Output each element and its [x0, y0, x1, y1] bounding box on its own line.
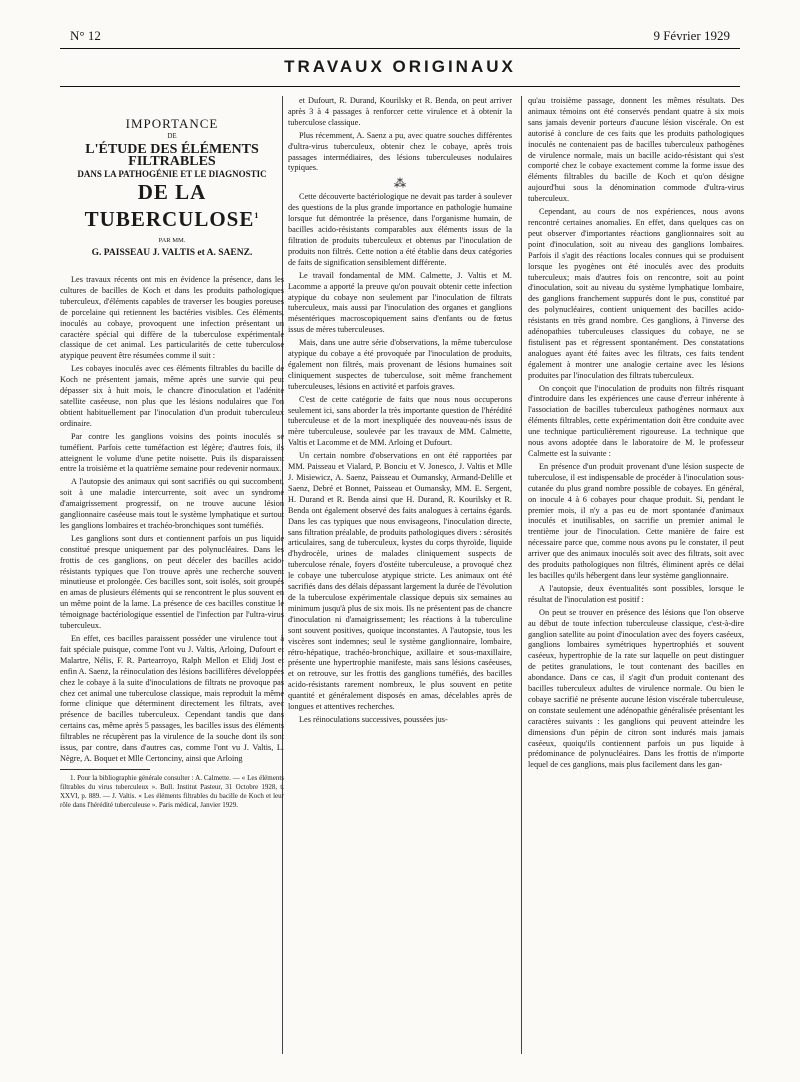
paragraph: Plus récemment, A. Saenz a pu, avec quatre souches différentes d'ultra-virus tuberculeux, obtenir chez le cobaye, après trois passages intermédiaires, des lésions tuberculeuses nodulaires typiques. [288, 130, 512, 173]
footnote-rule [60, 769, 150, 770]
paragraph: Par contre les ganglions voisins des points inoculés se tuméfient. Parfois cette tuméfaction est légère; d'autres fois, ils atteignent le volume d'une petite noisette. Puis ils disparaissent entre la troisième et la quatrième semaine pour redevenir normaux. [60, 431, 284, 474]
issue-number: N° 12 [70, 28, 101, 43]
column-2 [288, 96, 512, 726]
article-title-block [60, 118, 284, 259]
footnote: 1. Pour la bibliographie générale consulter : A. Calmette. — « Les éléments filtrables du virus tuberculeux ». Bull. Institut Pasteur, 31 Octobre 1928, t. XXVI, p. 889. — J. Valtis. « Les éléments filtrables du bacille de Koch et leur rôle dans l'hérédité tuberculeuse ». Paris médical, Janvier 1929. [60, 773, 284, 809]
article-title-line: DANS LA PATHOGÉNIE ET LE DIAGNOSTIC [77, 169, 267, 179]
article-title-line: L'ÉTUDE DES ÉLÉMENTS FILTRABLES [85, 142, 259, 169]
section-title: TRAVAUX ORIGINAUX [284, 57, 516, 76]
paragraph: Un certain nombre d'observations en ont été rapportées par MM. Paisseau et Vialard, P. Bonciu et V. Jonesco, J. Valtis et Mlle J. Misiewicz, A. Saenz, Paisseau et Oumansky, Armand-Delille et Saenz, Debré et Bonnet, Paisseau et Oumansky, MM. E. Sergent, H. Durand et R. Benda ainsi que H. Durand, R. Kourilsky et R. Benda ont également observé des faits analogues à certains égards. Dans les cas typiques que nous envisageons, l'inoculation directe, sans filtration préalable, de produits pathologiques divers : sérosités articulaires, sang de tuberculeux, kystes du corps thyroïde, liquide d'hydrocèle, urines de malades cliniquement suspects de tuberculose rénale, foyers d'ostéite tuberculeuse, a provoqué chez le cobaye une tuberculose atypique stricte. Les animaux ont été sacrifiés dans des délais dépassant largement la durée de l'évolution de la tuberculose expérimentale classique depuis six semaines au minimum jusqu'à plus de six mois. Ils ne présentent pas de chancre d'inoculation ni d'amaigrissement; les réactions à la tuberculine sont souvent positives, quoique inconstantes. A l'autopsie, tous les viscères sont indemnes; seul le système ganglionnaire, lombaire, rétro-hépatique, trachéo-bronchique, axillaire et sous-maxillaire, présente une hypertrophie manifeste, mais sans lésions caséeuses, et on retrouve, sur les frottis des ganglions tuméfiés, des bacilles acido-résistants rarement nombreux, le plus souvent en petite quantité et généralement disposés en amas, décelables après de longues et attentives recherches. [288, 451, 512, 712]
paragraph: qu'au troisième passage, donnent les mêmes résultats. Des animaux témoins ont été conservés pendant quatre à six mois sans jamais devenir porteurs d'aucune lésion viscérale. On est autorisé à conclure de ces faits que les produits pathologiques inoculés ne contenaient pas de bacilles tuberculeux pathogènes de virulence normale, mais un bacille acido-résistant qui s'est comporté chez le cobaye exactement comme la forme issue des éléments filtrables du bacille de Koch et qu'on désigne aujourd'hui sous la dénomination commode d'ultra-virus tuberculeux. [528, 96, 744, 204]
article-title-line: IMPORTANCE [125, 116, 219, 131]
authors: G. PAISSEAU J. VALTIS et A. SAENZ. [91, 248, 253, 258]
article-title-text: DE LA TUBERCULOSE [84, 180, 255, 231]
top-rule [60, 48, 740, 49]
paragraph: On peut se trouver en présence des lésions que l'on observe au début de toute infection tuberculeuse classique, c'est-à-dire ganglion satellite au point d'inoculation avec des foyers caséeux, ganglions lombaires symétriques hypertrophiés et souvent caséeux, hypertrophie de la rate sur laquelle on peut distinguer de petites granulations, le tout contenant des bacilles en abondance. Dans ce cas, il s'agit d'un produit contenant des bacilles tuberculeux adultes de virulence normale. Ou bien le cobaye sacrifié ne présente aucune lésion viscérale tuberculeuse, on constate seulement une adénopathie généralisée présentant les caractères suivants : les ganglions qui peuvent atteindre les dimensions d'un pépin de citron sont indurés mais jamais caséeux, quoiqu'ils contiennent parfois un pus liquide à prédominance de polynucléaires. Dans les frottis de n'importe lequel de ces ganglions, mais plus facilement dans les gan- [528, 607, 744, 770]
paragraph: Mais, dans une autre série d'observations, la même tuberculose atypique du cobaye a été provoquée par l'inoculation de produits, également non filtrés, mais provenant de lésions humaines soit cliniquement suspectes de tuberculose, soit même franchement tuberculeuses, lésions en activité et parfois graves. [288, 338, 512, 391]
paragraph: Les travaux récents ont mis en évidence la présence, dans les cultures de bacilles de Koch et dans les produits pathologiques tuberculeux, d'éléments capables de traverser les bougies poreuses de porcelaine qui retiennent les bactéries visibles. Ces éléments, inoculés au cobaye, provoquent une infection présentant un caractère spécial qui diffère de la tuberculose expérimentale classique de cet animal. Les particularités de cette tuberculose atypique peuvent être résumées comme il suit : [60, 275, 284, 361]
paragraph: Les réinoculations successives, poussées jus- [299, 714, 448, 724]
paragraph: A l'autopsie, deux éventualités sont possibles, lorsque le résultat de l'inoculation est positif : [528, 583, 744, 604]
issue-date: 9 Février 1929 [653, 28, 730, 43]
paragraph: En présence d'un produit provenant d'une lésion suspecte de tuberculose, il est indispensable de procéder à l'inoculation sous-cutanée du plus grand nombre possible de cobayes. En général, on inocule 4 à 6 cobayes pour chaque produit. Si, pendant le premier mois, il n'y a pas eu de mort spontanée d'animaux inoculés et inutilisables, on sacrifie un premier animal le trentième jour de l'inoculation. Cette manière de faire est nécessaire parce que, comme nous avons pu le constater, il peut arriver que des animaux inoculés soit avec des filtrats, soit avec des produits pathologiques non filtrés, éliminent après ce délai les bacilles qu'ils hébergent dans leur système ganglionnaire. [528, 461, 744, 580]
column-1 [60, 96, 284, 810]
byline-prefix: PAR MM. [158, 237, 186, 244]
section-stars: ⁂ [394, 176, 406, 191]
section-rule [60, 86, 740, 87]
paragraph: En effet, ces bacilles paraissent posséder une virulence tout à fait spéciale puisque, comme l'ont vu J. Valtis, Arloing, Dufourt et Malartre, Nélis, F. R. Partearroyo, Ralph Mellon et Elidj Jost et enfin A. Saenz, la réinoculation des lésions bacillifères développées chez le cobaye à la suite d'inoculations de filtrats ne provoque pas chez cet animal une tuberculose classique, mais reproduit la même forme clinique que déterminent directement les filtrats, avec présence de bacilles tuberculeux. Cependant tandis que dans certains cas, même après 5 passages, les bacilles issus des éléments filtrables ne récupèrent pas la virulence de la souche dont ils sont issus, par contre, dans d'autres cas, comme l'ont vu J. Valtis, L. Nègre, A. Boquet et Mlle Certonciny, ainsi que Arloing [60, 634, 284, 763]
paragraph: Cette découverte bactériologique ne devait pas tarder à soulever des questions de la plus grande importance en pathologie humaine lorsque fut démontrée la présence, dans l'organisme humain, de bacilles acido-résistants comparables aux éléments issus de la filtration de produits tuberculeux et obtenus par l'inoculation de produits non filtrés. Cette notion a été établie dans deux catégories de faits de signification sensiblement différente. [288, 192, 512, 267]
column-3 [528, 96, 744, 771]
footnote-ref: 1 [254, 211, 260, 220]
paragraph: A l'autopsie des animaux qui sont sacrifiés ou qui succombent, soit à une maladie intercurrente, soit avec un syndrome d'amaigrissement progressif, on ne trouve aucune lésion ganglionnaire caséeuse mais tout le système lymphatique et surtout les ganglions lombaires et trachéo-bronchiques sont tuméfiés. [60, 477, 284, 530]
column-divider-2 [521, 96, 522, 1054]
paragraph: Les ganglions sont durs et contiennent parfois un pus liquide constitué presque uniquement par des polynucléaires. Dans les frottis de ces ganglions, on peut déceler des bacilles acido-résistants typiques que l'on trouve après une recherche souvent minutieuse et prolongée. Ces bacilles sont, soit isolés, soit groupés en amas de plusieurs éléments qui se rencontrent le plus souvent en un même point de la lame. La présence de ces bacilles constitue le témoignage bactériologique essentiel de l'infection par l'ultra-virus tuberculeux. [60, 533, 284, 631]
paragraph: C'est de cette catégorie de faits que nous nous occuperons seulement ici, sans aborder la très importante question de l'hérédité tuberculeuse et de la mort inexpliquée des nouveau-nés issus de mère tuberculeuse, soulevée par les travaux de MM. Calmette, Valtis et Lacomme et de MM. Arloing et Dufourt. [288, 394, 512, 448]
paragraph: On conçoit que l'inoculation de produits non filtrés risquant d'introduire dans les expériences une cause d'erreur inhérente à l'association de bacilles tuberculeux pathogènes normaux aux éléments filtrables, cette expérimentation doit être conduite avec une technique particulièrement rigoureuse. La technique que nous avons adoptée dans le laboratoire de M. le professeur Calmette est la suivante : [528, 383, 744, 458]
paragraph: et Dufourt, R. Durand, Kourilsky et R. Benda, on peut arriver après 3 à 4 passages à renforcer cette virulence et à obtenir la tuberculose classique. [288, 96, 512, 127]
article-title-line: DE [167, 132, 177, 140]
paragraph: Le travail fondamental de MM. Calmette, J. Valtis et M. Lacomme a apporté la preuve qu'on pouvait obtenir cette infection atypique du cobaye non seulement par l'inoculation de filtrats tuberculeux, mais aussi par l'inoculation des organes et ganglions mésentériques macroscopiquement sains d'enfants ou de fœtus issus de mères tuberculeuses. [288, 270, 512, 335]
article-title-main [60, 180, 284, 231]
paragraph: Les cobayes inoculés avec ces éléments filtrables du bacille de Koch ne présentent jamais, même après une survie qui peut dépasser six à huit mois, le chancre d'inoculation et l'adénite satellite caséeuse, non plus que les lésions nodulaires que l'on obtient habituellement par l'inoculation d'un produit tuberculeux ordinaire. [60, 364, 284, 428]
paragraph: Cependant, au cours de nos expériences, nous avons rencontré certaines anomalies. En effet, dans quelques cas on peut observer d'importantes réactions ganglionnaires soit au point d'inoculation, soit au niveau des ganglions lombaires. Parfois il s'agit des réactions locales connues qui se produisent lorsque les pyogènes ont été inoculés avec des produits tuberculeux; mais d'autres fois on rencontre, soit au point d'inoculation, soit au niveau du système lymphatique lombaire, des ganglions franchement suppurés dont le pus, constitué par des polynucléaires, contient uniquement des bacilles acido-résistants en très grand nombre. Ces ganglions, à l'inverse des adénopathies tuberculeuses classiques du cobaye, ne se fistulisent pas et régressent spontanément. Des constatations analogues ayant été faites avec les filtrats, ces faits tendent également à montrer une analogie certaine avec les lésions produites par l'inoculation des filtrats tuberculeux. [528, 207, 744, 380]
